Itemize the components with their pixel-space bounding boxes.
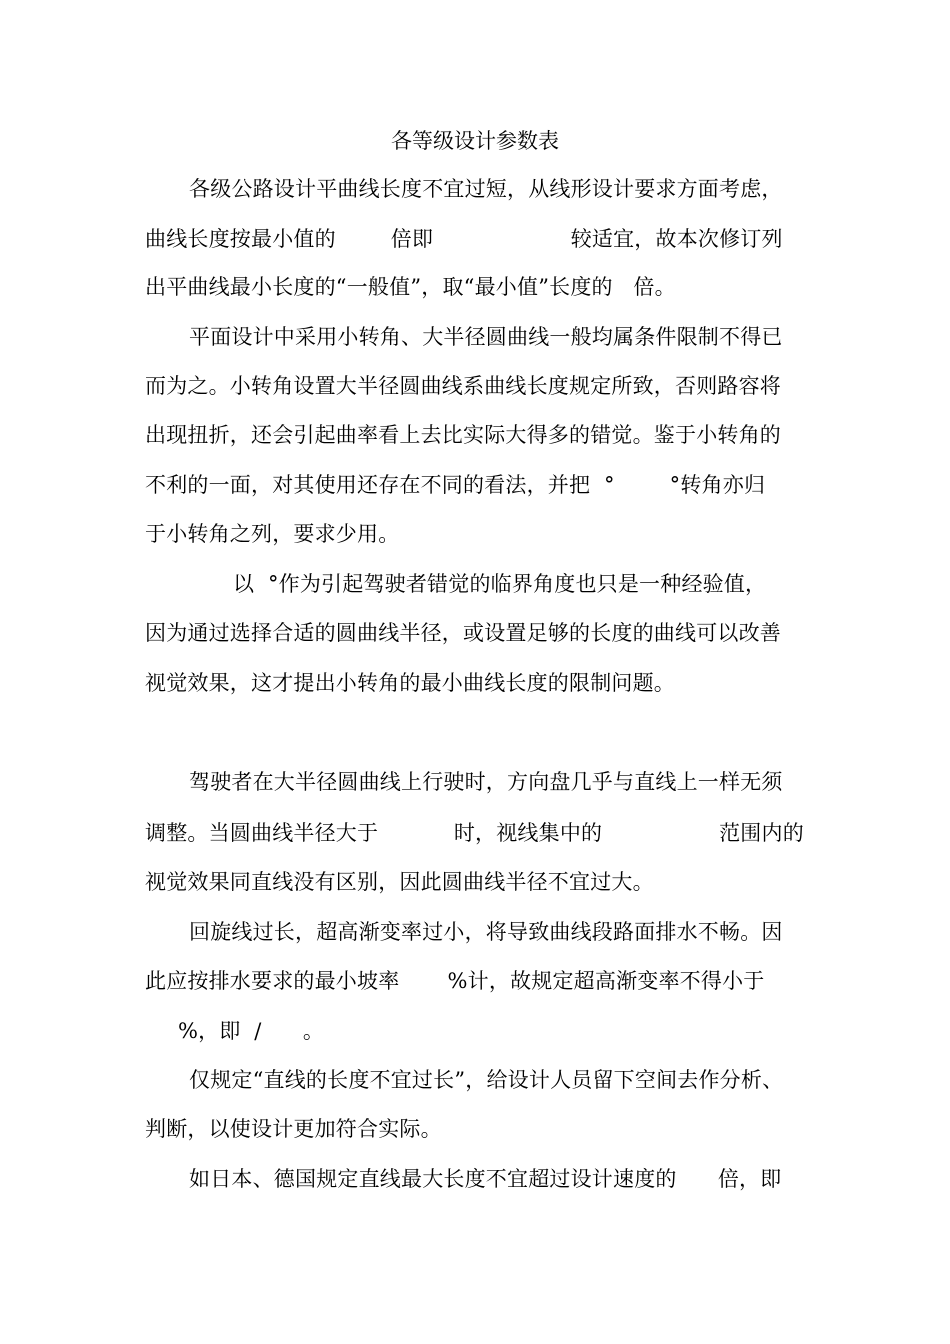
paragraph-line: 而为之。小转角设置大半径圆曲线系曲线长度规定所致，否则路容将 (145, 374, 781, 398)
paragraph-line: 视觉效果，这才提出小转角的最小曲线长度的限制问题。 (145, 671, 675, 695)
paragraph-line: 因为通过选择合适的圆曲线半径，或设置足够的长度的曲线可以改善 (145, 621, 781, 645)
paragraph-line: 视觉效果同直线没有区别，因此圆曲线半径不宜过大。 (145, 870, 654, 894)
paragraph-line: 仅规定“直线的长度不宜过长”，给设计人员留下空间去作分析、 (189, 1068, 784, 1092)
paragraph-line: 不利的一面，对其使用还存在不同的看法，并把 ° °转角亦归 (145, 473, 766, 497)
paragraph-line: 出平曲线最小长度的“一般值”，取“最小值”长度的 倍。 (145, 275, 676, 299)
paragraph-line: 以 °作为引起驾驶者错觉的临界角度也只是一种经验值， (233, 572, 767, 596)
document-title: 各等级设计参数表 (391, 129, 559, 153)
paragraph-line: 各级公路设计平曲线长度不宜过短，从线形设计要求方面考虑， (189, 177, 783, 201)
paragraph-line: 于小转角之列，要求少用。 (145, 522, 400, 546)
paragraph-line: 回旋线过长，超高渐变率过小，将导致曲线段路面排水不畅。因 (189, 920, 783, 944)
paragraph-line: 如日本、德国规定直线最大长度不宜超过设计速度的 倍，即 (189, 1167, 782, 1191)
paragraph-line: 此应按排水要求的最小坡率 %计，故规定超高渐变率不得小于 (145, 969, 765, 993)
paragraph-line: 平面设计中采用小转角、大半径圆曲线一般均属条件限制不得已 (189, 325, 783, 349)
paragraph-line: 判断，以使设计更加符合实际。 (145, 1117, 442, 1141)
paragraph-line: 曲线长度按最小值的 倍即 较适宜，故本次修订列 (145, 227, 783, 251)
paragraph-line: 调整。当圆曲线半径大于 时，视线集中的 范围内的 (145, 821, 804, 845)
paragraph-line: %，即 / 。 (178, 1019, 325, 1043)
paragraph-line: 驾驶者在大半径圆曲线上行驶时，方向盘几乎与直线上一样无须 (189, 770, 783, 794)
paragraph-line: 出现扭折，还会引起曲率看上去比实际大得多的错觉。鉴于小转角的 (145, 423, 781, 447)
